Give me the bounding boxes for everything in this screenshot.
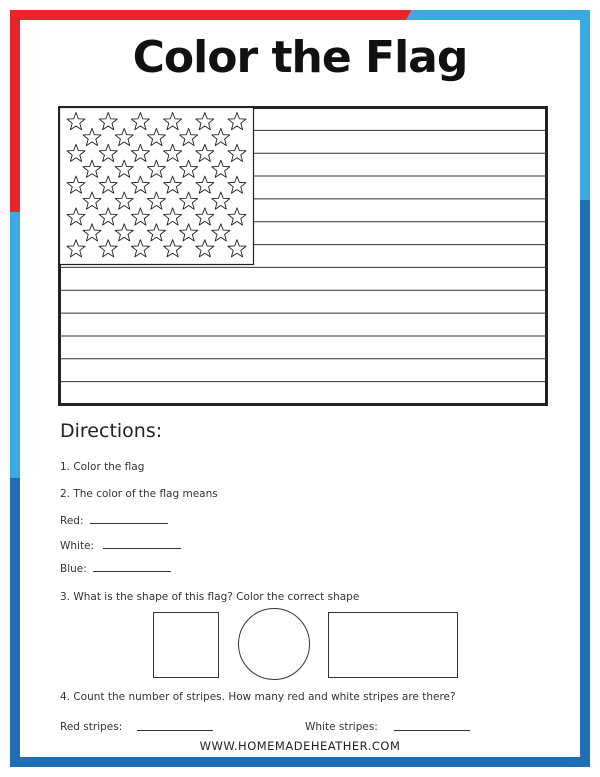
shape-square[interactable]	[153, 612, 219, 678]
white-stripes-blank[interactable]	[394, 730, 470, 731]
red-stripes-blank[interactable]	[137, 730, 213, 731]
direction-1: 1. Color the flag	[60, 461, 145, 473]
footer-website: WWW.HOMEMADEHEATHER.COM	[199, 739, 401, 753]
blue-meaning-blank[interactable]	[93, 571, 171, 572]
white-stripes-label: White stripes:	[305, 721, 378, 733]
direction-4: 4. Count the number of stripes. How many red and white stripes are there?	[60, 691, 456, 703]
white-meaning-blank[interactable]	[103, 548, 181, 549]
red-meaning-label: Red:	[60, 515, 84, 527]
direction-3: 3. What is the shape of this flag? Color the correct shape	[60, 591, 360, 603]
blue-meaning-label: Blue:	[60, 563, 87, 575]
white-meaning-label: White:	[60, 540, 95, 552]
shape-circle[interactable]	[238, 608, 310, 680]
directions-heading: Directions:	[60, 420, 163, 442]
flag-outline[interactable]	[58, 106, 548, 406]
page-title: Color the Flag	[132, 32, 468, 83]
red-meaning-blank[interactable]	[90, 523, 168, 524]
border-lightblue-left	[10, 212, 20, 478]
direction-2: 2. The color of the flag means	[60, 488, 218, 500]
shape-rectangle[interactable]	[328, 612, 458, 678]
red-stripes-label: Red stripes:	[60, 721, 123, 733]
